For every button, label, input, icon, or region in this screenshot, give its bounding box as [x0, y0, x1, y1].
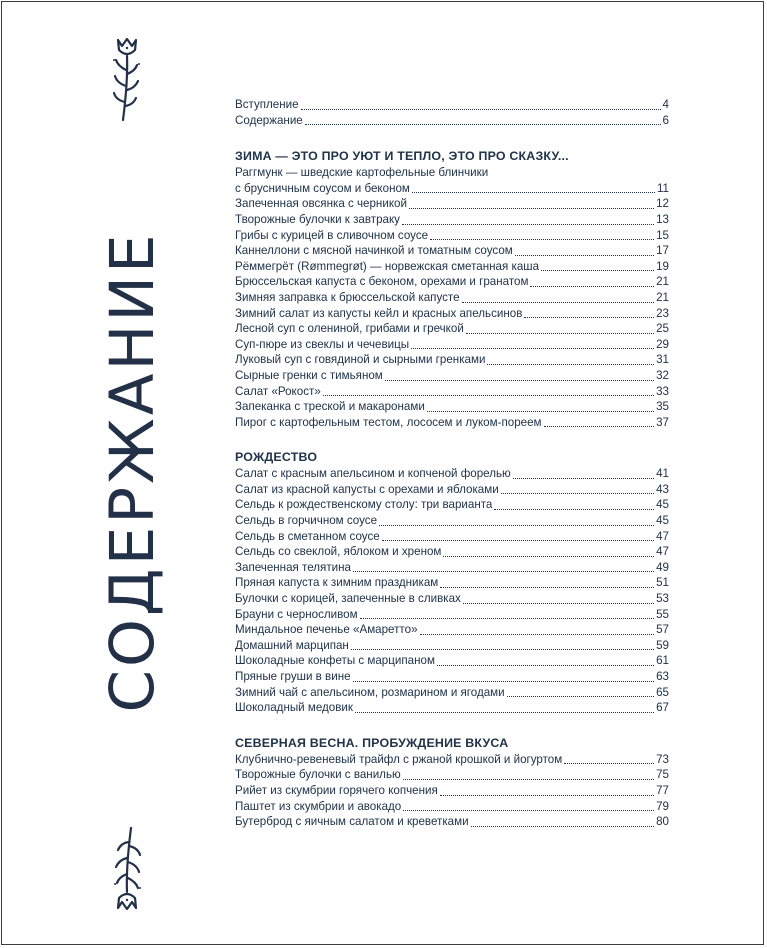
toc-entry-title: Луковый суп с говядиной и сырными гренками [235, 353, 486, 367]
toc-entry[interactable] [235, 113, 669, 129]
toc-entry-page: 45 [656, 498, 669, 512]
section-heading: РОЖДЕСТВО [235, 450, 318, 465]
toc-entry[interactable] [235, 638, 669, 654]
toc-entry[interactable] [235, 196, 669, 212]
toc-entry[interactable] [235, 653, 669, 669]
toc-entry-page: 6 [662, 113, 669, 127]
toc-entry-title: Запеченная овсянка с черникой [235, 197, 407, 211]
toc-entry-page: 43 [656, 482, 669, 496]
leader-dots [420, 633, 655, 635]
toc-entry-page: 49 [656, 560, 669, 574]
toc-entry[interactable] [235, 384, 669, 400]
toc-entry-title: Салат из красной капусты с орехами и яблоками [235, 482, 499, 496]
toc-entry-page: 47 [656, 529, 669, 543]
toc-entry-title: Салат с красным апельсином и копченой форелью [235, 467, 511, 481]
toc-entry-title: Брауни с черносливом [235, 607, 358, 621]
toc-entry[interactable] [235, 466, 669, 482]
leader-dots [437, 664, 654, 666]
leader-dots [501, 492, 654, 494]
leader-dots [403, 778, 654, 780]
leader-dots [507, 695, 654, 697]
toc-entry-page: 33 [656, 384, 669, 398]
toc-entry-title: Суп-пюре из свеклы и чечевицы [235, 337, 410, 351]
toc-entry[interactable] [235, 767, 669, 783]
toc-entry-title: Миндальное печенье «Амаретто» [235, 623, 418, 637]
leader-dots [443, 555, 654, 557]
toc-entry-page: 53 [656, 592, 669, 606]
toc-entry-title: Пряная капуста к зимним праздникам [235, 576, 439, 590]
leader-dots [379, 524, 654, 526]
toc-entry-title: Содержание [235, 113, 303, 127]
toc-entry-title: Паштет из скумбрии и авокадо [235, 799, 402, 813]
toc-entry-title: Каннеллони с мясной начинкой и томатным соусом [235, 244, 513, 258]
leader-dots [360, 617, 655, 619]
toc-entry-page: 51 [656, 576, 669, 590]
toc-entry[interactable] [235, 752, 669, 768]
toc-entry-page: 35 [656, 400, 669, 414]
leader-dots [411, 347, 654, 349]
toc-entry-page: 61 [656, 654, 669, 668]
toc-entry-title: Запеченная телятина [235, 560, 351, 574]
leader-dots [301, 108, 661, 110]
toc-entry[interactable] [235, 560, 669, 576]
leader-dots [385, 379, 654, 381]
toc-entry-page: 19 [656, 259, 669, 273]
toc-entry[interactable] [235, 228, 669, 244]
toc-entry-page: 75 [656, 768, 669, 782]
toc-entry[interactable] [235, 575, 669, 591]
leader-dots [353, 680, 655, 682]
leader-dots [466, 332, 654, 334]
toc-entry-page: 21 [656, 290, 669, 304]
toc-entry[interactable] [235, 399, 669, 415]
table-of-contents [235, 97, 669, 830]
toc-entry-page: 17 [656, 244, 669, 258]
toc-entry-title: Рийет из скумбрии горячего копчения [235, 783, 438, 797]
toc-entry-page: 11 [656, 181, 669, 195]
leader-dots [351, 648, 654, 650]
leader-dots [427, 410, 654, 412]
toc-entry[interactable] [235, 814, 669, 830]
toc-entry-title: Бутерброд с яичным салатом и креветками [235, 815, 469, 829]
leader-dots [323, 394, 654, 396]
toc-entry-page: 32 [656, 368, 669, 382]
leader-dots [440, 586, 654, 588]
toc-entry-page: 4 [662, 98, 669, 111]
toc-entry[interactable] [235, 274, 669, 290]
toc-entry[interactable] [235, 415, 669, 431]
toc-entry[interactable] [235, 544, 669, 560]
toc-entry-title: Шоколадные конфеты с марципаном [235, 654, 435, 668]
toc-entry-page: 23 [656, 306, 669, 320]
toc-entry-page: 21 [656, 275, 669, 289]
toc-entry-title-line: Раггмунк — шведские картофельные блинчики [235, 166, 489, 180]
toc-entry-title: Салат «Рокост» [235, 384, 321, 398]
leader-dots [544, 425, 655, 427]
leader-dots [355, 711, 654, 713]
leader-dots [463, 602, 654, 604]
toc-entry[interactable] [235, 482, 669, 498]
toc-entry-page: 57 [656, 623, 669, 637]
toc-entry[interactable] [235, 622, 669, 638]
toc-entry-page: 80 [656, 815, 669, 829]
leader-dots [353, 570, 654, 572]
toc-entry-page: 55 [656, 607, 669, 621]
toc-entry-title: Лесной суп с олениной, грибами и гречкой [235, 322, 464, 336]
leader-dots [541, 269, 654, 271]
toc-entry-title: Запеканка с треской и макаронами [235, 400, 425, 414]
section-heading: ЗИМА — ЭТО ПРО УЮТ И ТЕПЛО, ЭТО ПРО СКАЗКУ... [235, 149, 569, 164]
toc-entry-page: 77 [656, 783, 669, 797]
toc-entry[interactable] [235, 243, 669, 259]
toc-entry-page: 31 [656, 353, 669, 367]
toc-entry-title: Зимняя заправка к брюссельской капусте [235, 290, 460, 304]
toc-entry-page: 73 [656, 752, 669, 766]
flower-sprig-icon [106, 36, 148, 126]
toc-entry[interactable] [235, 685, 669, 701]
toc-entry-page: 25 [656, 322, 669, 336]
leader-dots [430, 238, 654, 240]
toc-entry-title: Сельдь в сметанном соусе [235, 529, 380, 543]
toc-entry-page: 12 [656, 197, 669, 211]
leader-dots [402, 223, 654, 225]
toc-entry-title: Сырные гренки с тимьяном [235, 368, 383, 382]
leader-dots [487, 363, 654, 365]
leader-dots [494, 508, 654, 510]
leader-dots [524, 316, 654, 318]
toc-entry[interactable] [235, 607, 669, 623]
flower-sprig-icon [106, 822, 148, 912]
toc-entry-title: Булочки с корицей, запеченные в сливках [235, 592, 461, 606]
leader-dots [462, 301, 655, 303]
toc-entry[interactable] [235, 259, 669, 275]
page-title: СОДЕРЖАНИЕ [96, 231, 168, 713]
leader-dots [515, 254, 654, 256]
toc-entry-page: 15 [656, 228, 669, 242]
toc-entry[interactable] [235, 529, 669, 545]
toc-entry-page: 13 [656, 212, 669, 226]
toc-entry-page: 45 [656, 514, 669, 528]
toc-entry[interactable] [235, 337, 669, 353]
leader-dots [305, 123, 661, 125]
toc-entry[interactable] [235, 352, 669, 368]
toc-entry-title: Творожные булочки с ванилью [235, 768, 401, 782]
leader-dots [403, 809, 654, 811]
toc-entry[interactable] [235, 290, 669, 306]
toc-entry-title: Шоколадный медовик [235, 701, 353, 715]
toc-entry-title: Сельдь к рождественскому столу: три варианта [235, 498, 493, 512]
toc-entry-page: 37 [656, 415, 669, 429]
toc-entry-page: 59 [656, 638, 669, 652]
toc-entry[interactable] [235, 700, 669, 716]
toc-entry-title: Брюссельская капуста с беконом, орехами и гранатом [235, 275, 529, 289]
toc-entry[interactable] [235, 799, 669, 815]
toc-entry[interactable] [235, 368, 669, 384]
toc-entry[interactable] [235, 669, 669, 685]
toc-entry-title: Сельдь со свеклой, яблоком и хреном [235, 545, 442, 559]
section-heading: СЕВЕРНАЯ ВЕСНА. ПРОБУЖДЕНИЕ ВКУСА [235, 735, 509, 750]
toc-entry-title: Зимний чай с апельсином, розмарином и ягодами [235, 685, 505, 699]
toc-entry-title: Рёммегрёт (Rømmegrøt) — норвежская сметанная каша [235, 259, 540, 273]
leader-dots [564, 762, 654, 764]
toc-entry-title: с брусничным соусом и беконом [235, 181, 410, 195]
toc-entry-title: Зимний салат из капусты кейл и красных апельсинов [235, 306, 523, 320]
toc-entry-page: 63 [656, 670, 669, 683]
toc-entry-title: Пирог с картофельным тестом, лососем и луком-пореем [235, 415, 542, 429]
toc-entry[interactable] [235, 212, 669, 228]
toc-entry[interactable] [235, 97, 669, 113]
toc-entry-page: 65 [656, 685, 669, 699]
toc-entry[interactable] [235, 306, 669, 322]
toc-entry-title: Домашний марципан [235, 638, 349, 652]
toc-entry-title: Грибы с курицей в сливочном соусе [235, 228, 429, 242]
leader-dots [440, 794, 654, 796]
toc-entry-title: Вступление [235, 98, 299, 111]
toc-entry[interactable] [235, 783, 669, 799]
toc-entry-page: 79 [656, 799, 669, 813]
toc-entry[interactable] [235, 321, 669, 337]
toc-entry-title: Клубнично-ревеневый трайфл с ржаной крошкой и йогуртом [235, 752, 563, 766]
toc-entry-page: 41 [656, 467, 669, 481]
leader-dots [412, 191, 655, 193]
leader-dots [530, 285, 654, 287]
toc-entry-title: Пряные груши в вине [235, 670, 351, 683]
toc-entry[interactable] [235, 497, 669, 513]
leader-dots [471, 825, 655, 827]
toc-entry-title: Сельдь в горчичном соусе [235, 514, 378, 528]
toc-entry[interactable] [235, 181, 669, 197]
toc-entry-page: 67 [656, 701, 669, 715]
toc-entry[interactable] [235, 591, 669, 607]
toc-entry-title: Творожные булочки к завтраку [235, 212, 400, 226]
toc-entry-page: 29 [656, 337, 669, 351]
leader-dots [513, 477, 654, 479]
toc-entry-page: 47 [656, 545, 669, 559]
toc-entry[interactable] [235, 513, 669, 529]
leader-dots [409, 207, 654, 209]
leader-dots [382, 539, 654, 541]
